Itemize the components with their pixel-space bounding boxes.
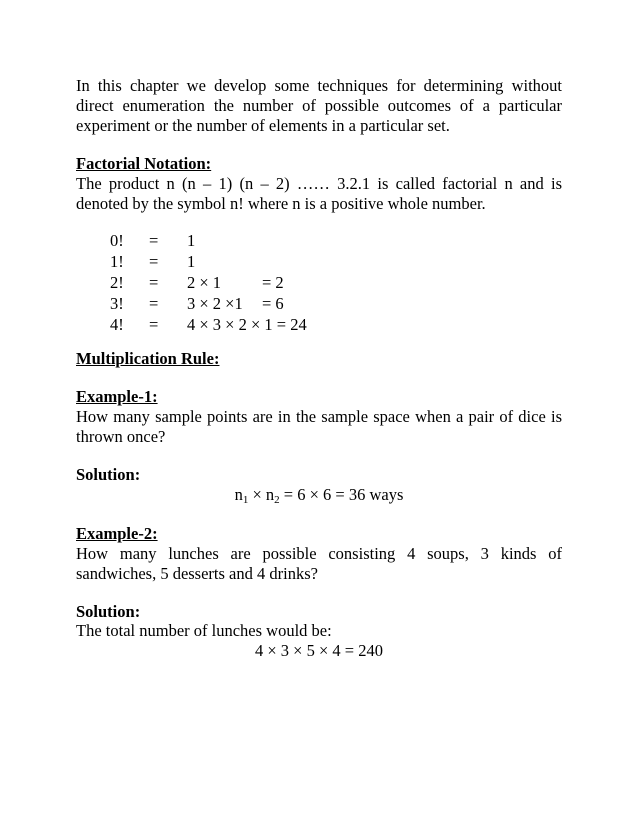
- multiplication-rule-heading: Multiplication Rule:: [76, 349, 220, 368]
- factorial-expression: 4 × 3 × 2 × 1 = 24: [187, 315, 307, 334]
- factorial-row: [110, 294, 410, 315]
- example-1-question: How many sample points are in the sample space when a pair of dice is thrown once?: [76, 407, 562, 446]
- factorial-notation-heading: Factorial Notation:: [76, 154, 212, 173]
- equals-sign: =: [149, 252, 159, 271]
- intro-paragraph: In this chapter we develop some techniques for determining without direct enumeration the number of possible outcomes of a particular experiment or the number of elements in a particular set.: [76, 76, 562, 135]
- factorial-lhs: 3!: [110, 294, 124, 313]
- factorial-row: [110, 273, 410, 294]
- example-2-solution-heading: Solution:: [76, 602, 141, 621]
- factorial-expression: 1: [187, 252, 196, 271]
- eq-result: = 6 × 6 = 36 ways: [279, 485, 404, 504]
- example-2-equation: 4 × 3 × 5 × 4 = 240: [255, 641, 383, 660]
- example-1-heading: Example-1:: [76, 387, 158, 406]
- eq-subscript-1: 1: [242, 494, 249, 506]
- factorial-result: = 6: [262, 294, 284, 313]
- factorial-expression: 2 × 1: [187, 273, 222, 292]
- example-2-question: How many lunches are possible consisting 4 soups, 3 kinds of sandwiches, 5 desserts and 4 drinks?: [76, 544, 562, 583]
- eq-times-n: × n: [248, 485, 275, 504]
- factorial-row: [110, 231, 410, 252]
- factorial-result: = 2: [262, 273, 284, 292]
- factorial-lhs: 1!: [110, 252, 124, 271]
- example-2-solution-text: The total number of lunches would be:: [76, 621, 332, 640]
- factorial-definition: The product n (n – 1) (n – 2) …… 3.2.1 is called factorial n and is denoted by the symbol n! where n is a positive whole number.: [76, 174, 562, 213]
- equals-sign: =: [149, 315, 159, 334]
- factorial-row: [110, 315, 410, 336]
- factorial-lhs: 2!: [110, 273, 124, 292]
- factorial-lhs: 4!: [110, 315, 124, 334]
- eq-subscript-2: 2: [274, 494, 280, 506]
- factorial-row: [110, 252, 410, 273]
- example-1-solution-heading: Solution:: [76, 465, 141, 484]
- factorial-lhs: 0!: [110, 231, 124, 250]
- example-1-equation: [0, 485, 638, 505]
- equals-sign: =: [149, 294, 159, 313]
- factorial-expression: 1: [187, 231, 196, 250]
- equals-sign: =: [149, 273, 159, 292]
- equals-sign: =: [149, 231, 159, 250]
- eq-n1: n: [234, 485, 243, 504]
- factorial-table: [110, 231, 410, 336]
- example-2-heading: Example-2:: [76, 524, 158, 543]
- factorial-expression: 3 × 2 ×1: [187, 294, 243, 313]
